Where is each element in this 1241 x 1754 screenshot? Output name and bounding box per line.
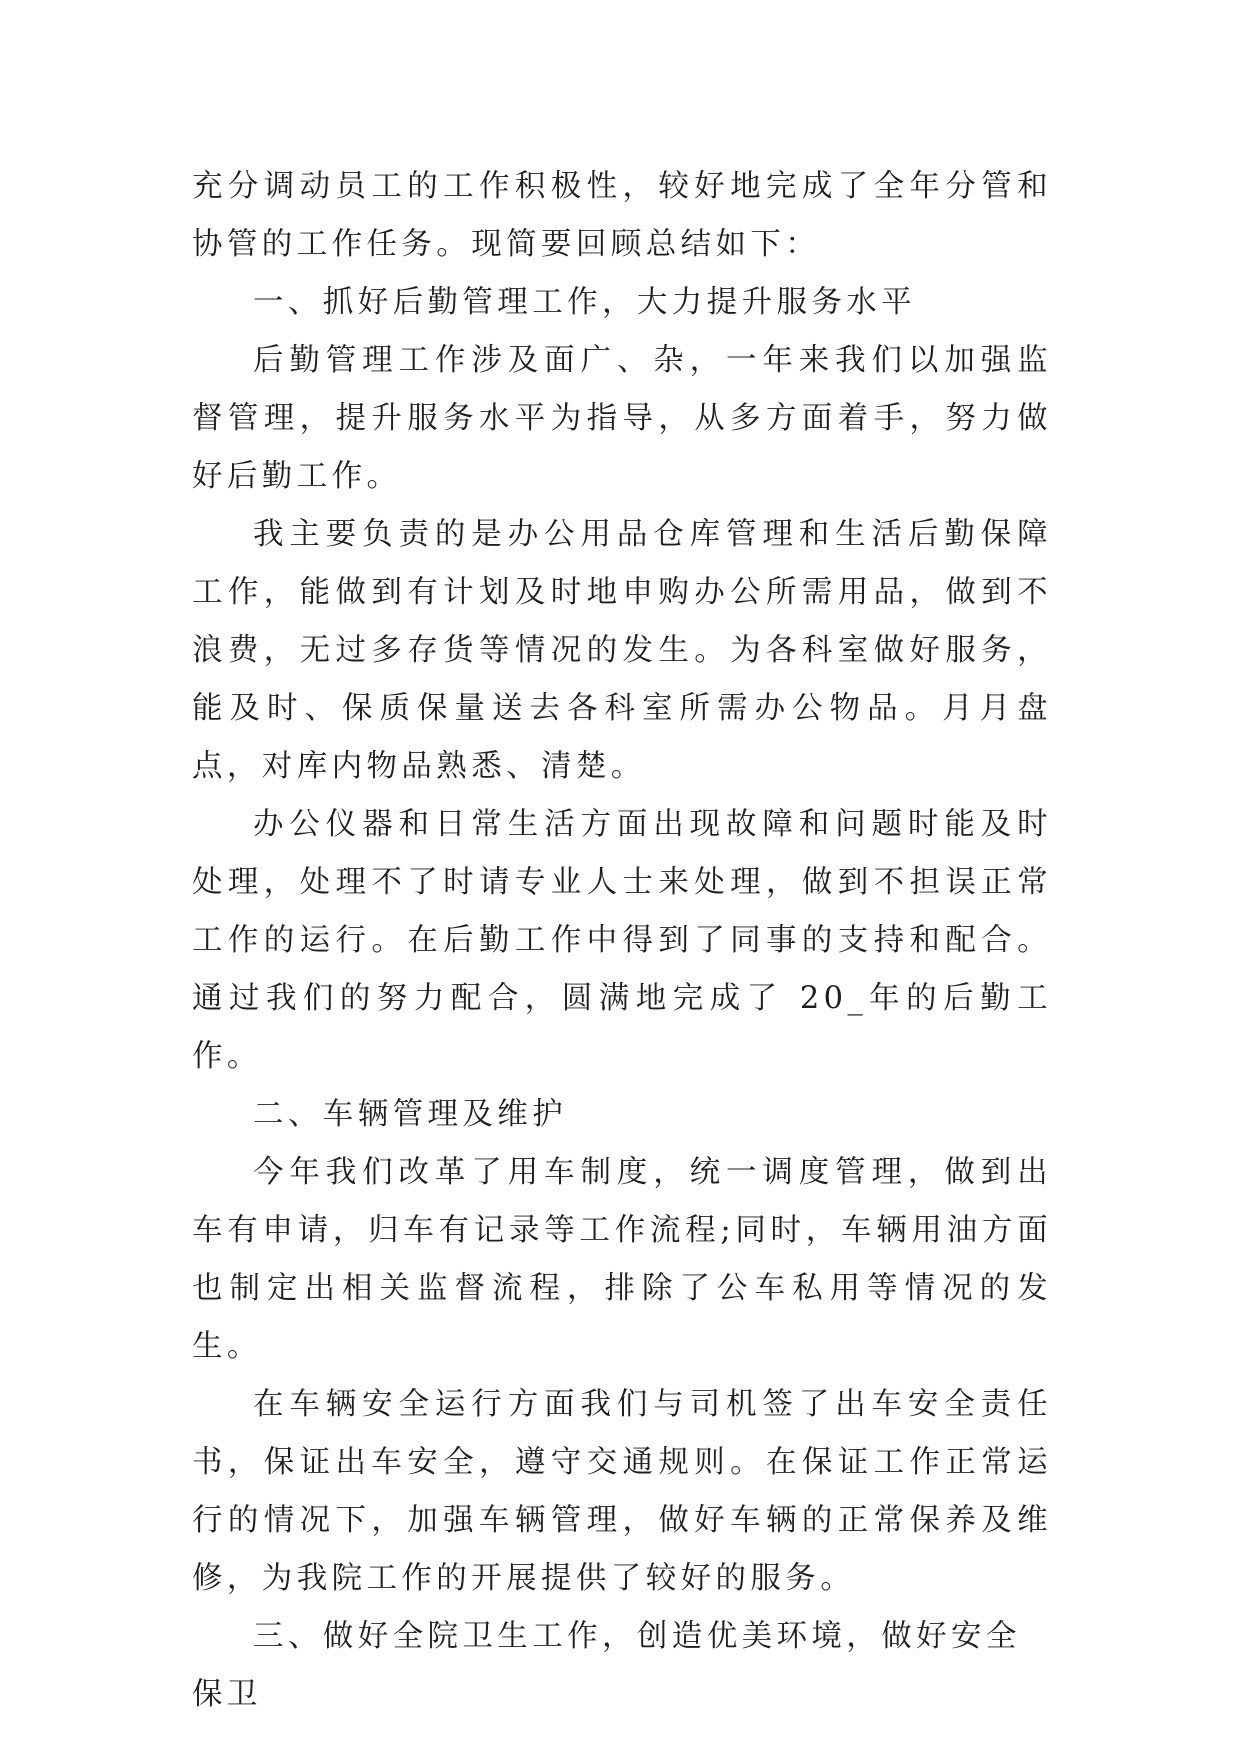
section-heading-1: 一、抓好后勤管理工作，大力提升服务水平 bbox=[253, 285, 917, 320]
document-body bbox=[192, 158, 1052, 1724]
section-heading-3: 三、做好全院卫生工作，创造优美环境，做好安全保卫 bbox=[192, 1619, 1021, 1712]
paragraph-equipment-repair: 办公仪器和日常生活方面出现故障和问题时能及时处理，处理不了时请专业人士来处理，做到不担误正常工作的运行。在后勤工作中得到了同事的支持和配合。通过我们的努力配合，圆满地完成了 20_年的后勤工作。 bbox=[192, 807, 1052, 1074]
section-heading-2: 二、车辆管理及维护 bbox=[253, 1097, 568, 1132]
paragraph-logistics-overview: 后勤管理工作涉及面广、杂，一年来我们以加强监督管理，提升服务水平为指导，从多方面着手，努力做好后勤工作。 bbox=[192, 343, 1052, 494]
paragraph-vehicle-safety: 在车辆安全运行方面我们与司机签了出车安全责任书，保证出车安全，遵守交通规则。在保证工作正常运行的情况下，加强车辆管理，做好车辆的正常保养及维修，为我院工作的开展提供了较好的服务。 bbox=[192, 1387, 1052, 1596]
paragraph-vehicle-policy: 今年我们改革了用车制度，统一调度管理，做到出车有申请，归车有记录等工作流程;同时，车辆用油方面也制定出相关监督流程，排除了公车私用等情况的发生。 bbox=[192, 1155, 1052, 1364]
paragraph-intro-continued: 充分调动员工的工作积极性，较好地完成了全年分管和协管的工作任务。现简要回顾总结如下： bbox=[192, 169, 1052, 262]
paragraph-office-supplies: 我主要负责的是办公用品仓库管理和生活后勤保障工作，能做到有计划及时地申购办公所需用品，做到不浪费，无过多存货等情况的发生。为各科室做好服务，能及时、保质保量送去各科室所需办公物品。月月盘点，对库内物品熟悉、清楚。 bbox=[192, 517, 1052, 784]
